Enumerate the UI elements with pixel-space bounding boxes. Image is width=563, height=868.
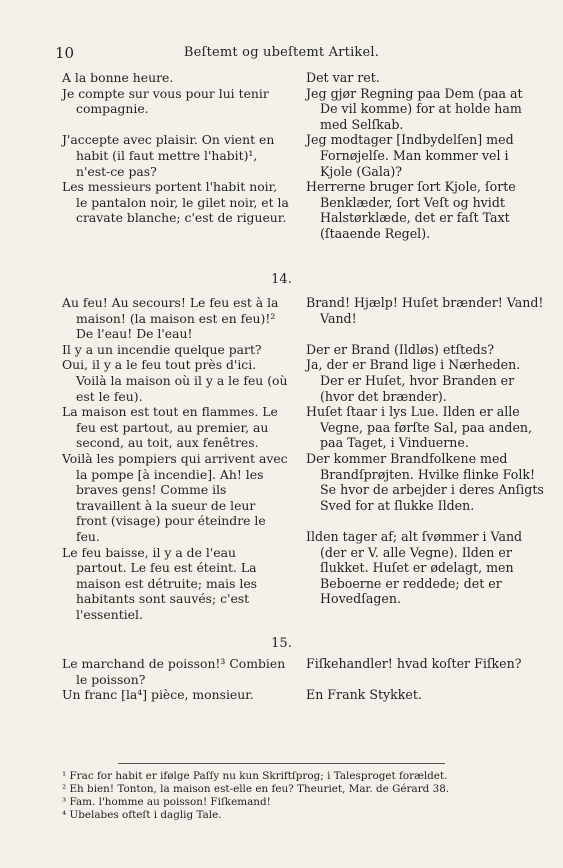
paragraph: Je compte sur vous pour lui tenir compagnie. [62,85,269,117]
danish-column [306,295,544,607]
footnotes [62,770,550,822]
paragraph: Der kommer Brandfolkene med Brandſprøjten. Hvilke flinke Folk! Se hvor de arbejder i deres Anſigts Sved for at ſlukke Ilden. [306,450,544,513]
paragraph: En Frank Stykket. [306,687,422,703]
paragraph: Jeg gjør Regning paa Dem (paa at De vil komme) for at holde ham med Selſkab. [306,85,523,132]
paragraph: J'accepte avec plaisir. On vient en habit (il faut mettre l'habit)¹, n'est-ce pas? [62,132,275,179]
paragraph: Voilà les pompiers qui arrivent avec la pompe [à incendie]. Ah! les braves gens! Comme ils travaillent à la sueur de leur front (visage) pour éteindre le feu. [62,450,288,544]
paragraph: Ja, der er Brand lige i Nærheden. Der er Huſet, hvor Branden er (hvor det brænder). [306,357,521,404]
paragraph: Oui, il y a le feu tout près d'ici. Voilà la maison où il y a le feu (où est le feu). [62,357,288,404]
french-column [62,70,290,226]
paragraph: Au feu! Au secours! Le feu est à la maison! (la maison est en feu)!² De l'eau! De l'eau! [62,295,279,342]
paragraph: Les messieurs portent l'habit noir, le pantalon noir, le gilet noir, et la cravate blanche; c'est de rigueur. [62,179,289,226]
paragraph-gap [306,326,544,342]
paragraph: Brand! Hjælp! Huſet brænder! Vand! Vand! [306,295,544,326]
page-number: 10 [55,44,75,62]
paragraph: Fiſkehandler! hvad koſter Fiſken? [306,656,522,671]
paragraph: Det var ret. [306,70,380,85]
footnote: ⁴ Ubelabes ofteſt i daglig Tale. [62,809,222,821]
french-column [62,295,290,622]
paragraph: Il y a un incendie quelque part? [62,341,262,357]
paragraph: Le feu baisse, il y a de l'eau partout. Le feu est éteint. La maison est détruite; mais les habitants sont sauvés; c'est l'essentiel. [62,544,258,622]
paragraph: La maison est tout en flammes. Le feu est partout, au premier, au second, au toit, aux fenêtres. [62,404,278,451]
footnote: ³ Fam. l'homme au poisson! Fiſkemand! [62,796,271,808]
running-header [0,44,563,64]
footnote: ¹ Frac for habit er ifølge Paſſy nu kun Skriftſprog; i Talesproget forældet. [62,770,448,782]
paragraph: Huſet ſtaar i lys Lue. Ilden er alle Vegne, paa førſte Sal, paa anden, paa Taget, i Vinduerne. [306,404,533,451]
paragraph-gap [306,672,544,688]
paragraph-gap [62,117,290,133]
danish-column [306,70,544,242]
paragraph: Un franc [la⁴] pièce, monsieur. [62,687,254,703]
paragraph: A la bonne heure. [62,70,174,85]
paragraph: Herrerne bruger ſort Kjole, ſorte Benklæder, ſort Veſt og hvidt Halstørklæde, det er faſt Taxt (ſtaaende Regel). [306,179,516,241]
paragraph: Ilden tager af; alt ſvømmer i Vand (der er V. alle Vegne). Ilden er ſlukket. Huſet er ødelagt, men Beboerne er reddede; det er Hovedſagen. [306,528,523,607]
french-column [62,656,290,703]
danish-column [306,656,544,703]
section-number: 14. [271,272,292,287]
paragraph-gap [306,513,544,529]
footnote: ² Eh bien! Tonton, la maison est-elle en feu? Theuriet, Mar. de Gérard 38. [62,783,450,795]
running-title: Beſtemt og ubeſtemt Artikel. [183,45,380,60]
paragraph: Le marchand de poisson!³ Combien le poisson? [62,656,286,687]
footnote-divider [118,763,445,764]
section-number: 15. [271,636,292,651]
paragraph: Jeg modtager [Indbydelſen] med Fornøjelſe. Man kommer vel i Kjole (Gala)? [306,132,514,179]
paragraph: Der er Brand (Ildløs) etſteds? [306,341,494,357]
